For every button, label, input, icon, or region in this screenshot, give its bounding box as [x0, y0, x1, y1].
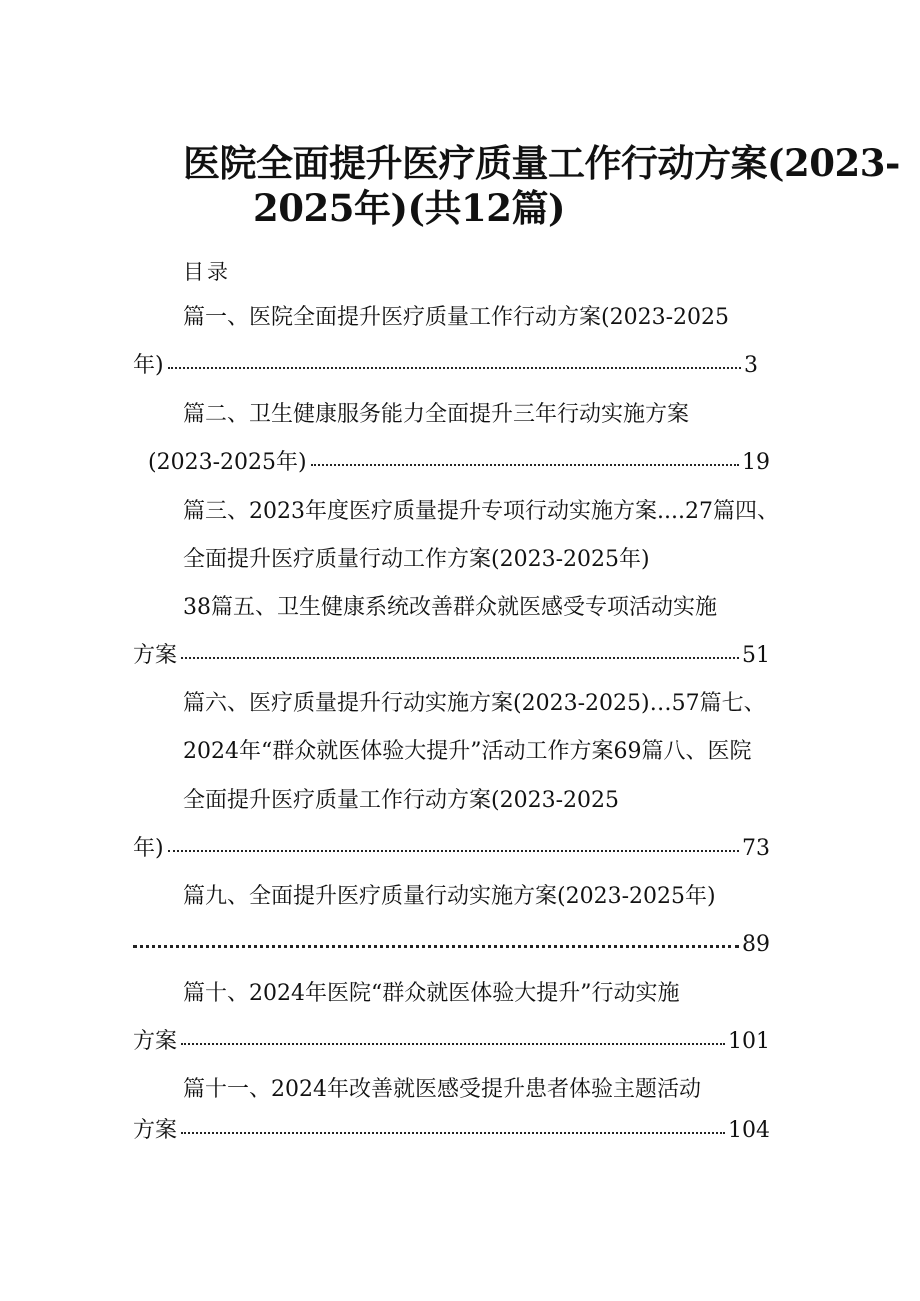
toc-entry-text: (2023-2025年): [148, 450, 307, 475]
toc-entry-text: 方案: [133, 643, 178, 668]
document-title-line-1: 医院全面提升医疗质量工作行动方案(2023-: [183, 141, 900, 185]
toc-page-number: 101: [728, 1029, 770, 1054]
toc-line: 篇二、卫生健康服务能力全面提升三年行动实施方案: [183, 402, 690, 427]
toc-page-number: 73: [742, 836, 770, 861]
dot-leader: [133, 945, 739, 948]
toc-page-number: 51: [742, 643, 770, 668]
toc-line: 篇三、2023年度医疗质量提升专项行动实施方案....27篇四、: [183, 499, 779, 524]
toc-entry-text: 方案: [133, 1029, 178, 1054]
toc-entry-5[interactable]: [133, 642, 770, 670]
dot-leader: [168, 850, 739, 852]
toc-entry-9[interactable]: [133, 931, 770, 959]
dot-leader: [311, 464, 739, 466]
toc-entry-8[interactable]: [133, 835, 770, 863]
toc-entry-text: 年): [133, 353, 164, 378]
toc-line: 篇六、医疗质量提升行动实施方案(2023-2025)…57篇七、: [183, 691, 766, 716]
toc-page-number: 104: [728, 1118, 770, 1143]
toc-heading: 目录: [183, 260, 231, 284]
dot-leader: [181, 657, 739, 659]
toc-line: 2024年“群众就医体验大提升”活动工作方案69篇八、医院: [183, 739, 752, 764]
toc-entry-1[interactable]: [133, 352, 758, 380]
toc-entry-2[interactable]: [148, 449, 770, 477]
toc-line: 38篇五、卫生健康系统改善群众就医感受专项活动实施: [183, 595, 717, 620]
toc-page-number: 19: [742, 450, 770, 475]
toc-line: 篇十一、2024年改善就医感受提升患者体验主题活动: [183, 1077, 701, 1102]
toc-page-number: 3: [744, 353, 758, 378]
dot-leader: [181, 1132, 725, 1134]
toc-entry-text: 方案: [133, 1118, 178, 1143]
toc-line: 全面提升医疗质量行动工作方案(2023-2025年): [183, 547, 650, 572]
toc-line: 全面提升医疗质量工作行动方案(2023-2025: [183, 788, 619, 813]
toc-line: 篇一、医院全面提升医疗质量工作行动方案(2023-2025: [183, 305, 729, 330]
toc-entry-11[interactable]: [133, 1117, 770, 1145]
toc-line: 篇十、2024年医院“群众就医体验大提升”行动实施: [183, 981, 680, 1006]
toc-page-number: 89: [742, 932, 770, 957]
toc-entry-text: 年): [133, 836, 164, 861]
toc-line: 篇九、全面提升医疗质量行动实施方案(2023-2025年): [183, 884, 716, 909]
document-title-line-2: 2025年)(共12篇): [253, 186, 565, 230]
toc-entry-10[interactable]: [133, 1028, 770, 1056]
dot-leader: [168, 367, 741, 369]
dot-leader: [181, 1043, 725, 1045]
